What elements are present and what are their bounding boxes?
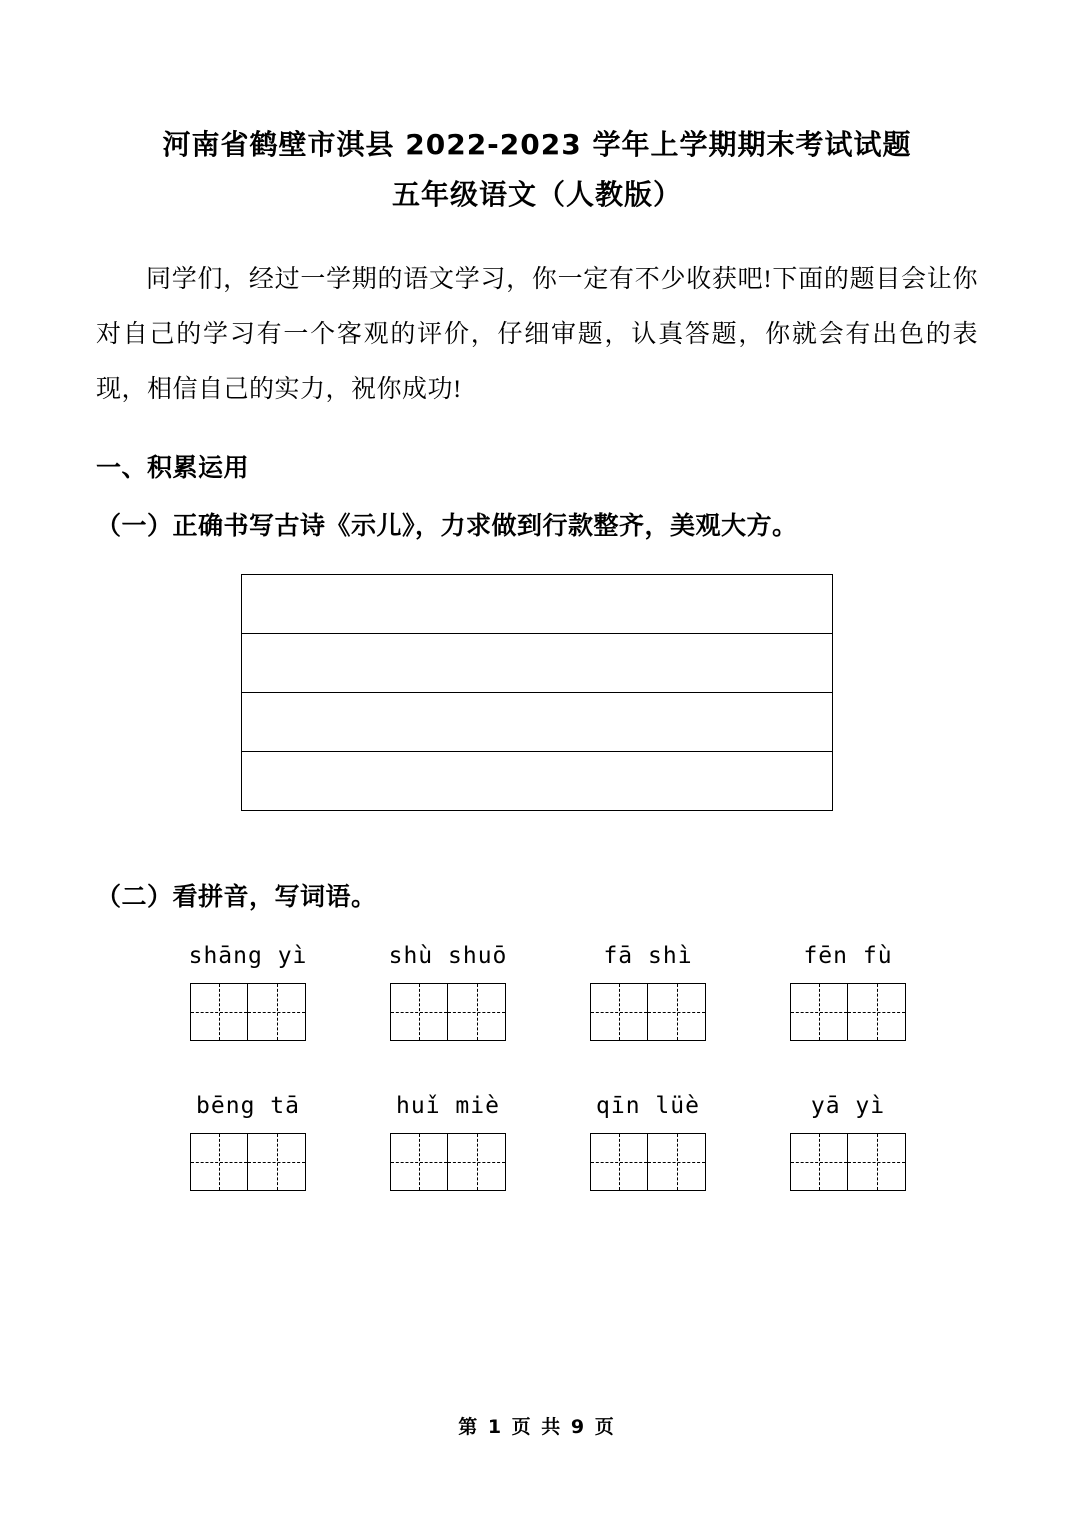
tianzi-grid[interactable]	[590, 1133, 706, 1191]
pinyin-section	[96, 871, 978, 1191]
pinyin-label: qīn lüè	[596, 1093, 700, 1119]
tianzi-cell[interactable]	[590, 983, 648, 1041]
pinyin-label: yā yì	[810, 1093, 886, 1119]
poem-writing-box[interactable]	[241, 574, 833, 811]
section-heading-one: 一、积累运用	[96, 453, 250, 482]
question-one-heading: （一）正确书写古诗《示儿》，力求做到行款整齐，美观大方。	[96, 511, 798, 540]
tianzi-cell[interactable]	[190, 1133, 248, 1191]
tianzi-cell[interactable]	[190, 983, 248, 1041]
tianzi-cell[interactable]	[848, 983, 906, 1041]
tianzi-cell[interactable]	[648, 1133, 706, 1191]
tianzi-grid[interactable]	[390, 1133, 506, 1191]
tianzi-cell[interactable]	[390, 1133, 448, 1191]
tianzi-cell[interactable]	[248, 983, 306, 1041]
page-footer: 第 1 页 共 9 页	[458, 1416, 616, 1438]
tianzi-cell[interactable]	[790, 1133, 848, 1191]
tianzi-cell[interactable]	[590, 1133, 648, 1191]
pinyin-item	[748, 1093, 948, 1191]
tianzi-cell[interactable]	[790, 983, 848, 1041]
tianzi-grid[interactable]	[390, 983, 506, 1041]
pinyin-item	[548, 943, 748, 1041]
tianzi-grid[interactable]	[590, 983, 706, 1041]
pinyin-item	[348, 1093, 548, 1191]
pinyin-label: shù shuō	[388, 943, 508, 969]
writing-line[interactable]	[242, 634, 832, 693]
pinyin-label: fā shì	[603, 943, 693, 969]
tianzi-grid[interactable]	[190, 983, 306, 1041]
tianzi-cell[interactable]	[390, 983, 448, 1041]
question-two-heading: （二）看拼音，写词语。	[96, 882, 377, 911]
tianzi-grid[interactable]	[790, 983, 906, 1041]
pinyin-label: fēn fù	[803, 943, 893, 969]
title-line-1: 河南省鹤壁市淇县 2022-2023 学年上学期期末考试试题	[162, 128, 912, 161]
pinyin-item	[148, 943, 348, 1041]
tianzi-cell[interactable]	[648, 983, 706, 1041]
pinyin-label: shāng yì	[188, 943, 308, 969]
tianzi-cell[interactable]	[448, 1133, 506, 1191]
pinyin-item	[148, 1093, 348, 1191]
tianzi-grid[interactable]	[190, 1133, 306, 1191]
writing-line[interactable]	[242, 575, 832, 634]
pinyin-item	[348, 943, 548, 1041]
tianzi-cell[interactable]	[448, 983, 506, 1041]
pinyin-label: huǐ miè	[396, 1093, 500, 1119]
pinyin-item	[748, 943, 948, 1041]
tianzi-cell[interactable]	[248, 1133, 306, 1191]
tianzi-grid[interactable]	[790, 1133, 906, 1191]
page-title	[96, 0, 978, 220]
pinyin-item	[548, 1093, 748, 1191]
intro-paragraph: 同学们，经过一学期的语文学习，你一定有不少收获吧!下面的题目会让你对自己的学习有一个客观的评价，仔细审题，认真答题，你就会有出色的表现，相信自己的实力，祝你成功!	[96, 266, 978, 403]
pinyin-row-2	[96, 1093, 978, 1191]
writing-line[interactable]	[242, 693, 832, 752]
writing-line[interactable]	[242, 752, 832, 811]
title-line-2: 五年级语文（人教版）	[391, 178, 682, 211]
pinyin-label: bēng tā	[196, 1093, 300, 1119]
tianzi-cell[interactable]	[848, 1133, 906, 1191]
pinyin-row-1	[96, 943, 978, 1041]
